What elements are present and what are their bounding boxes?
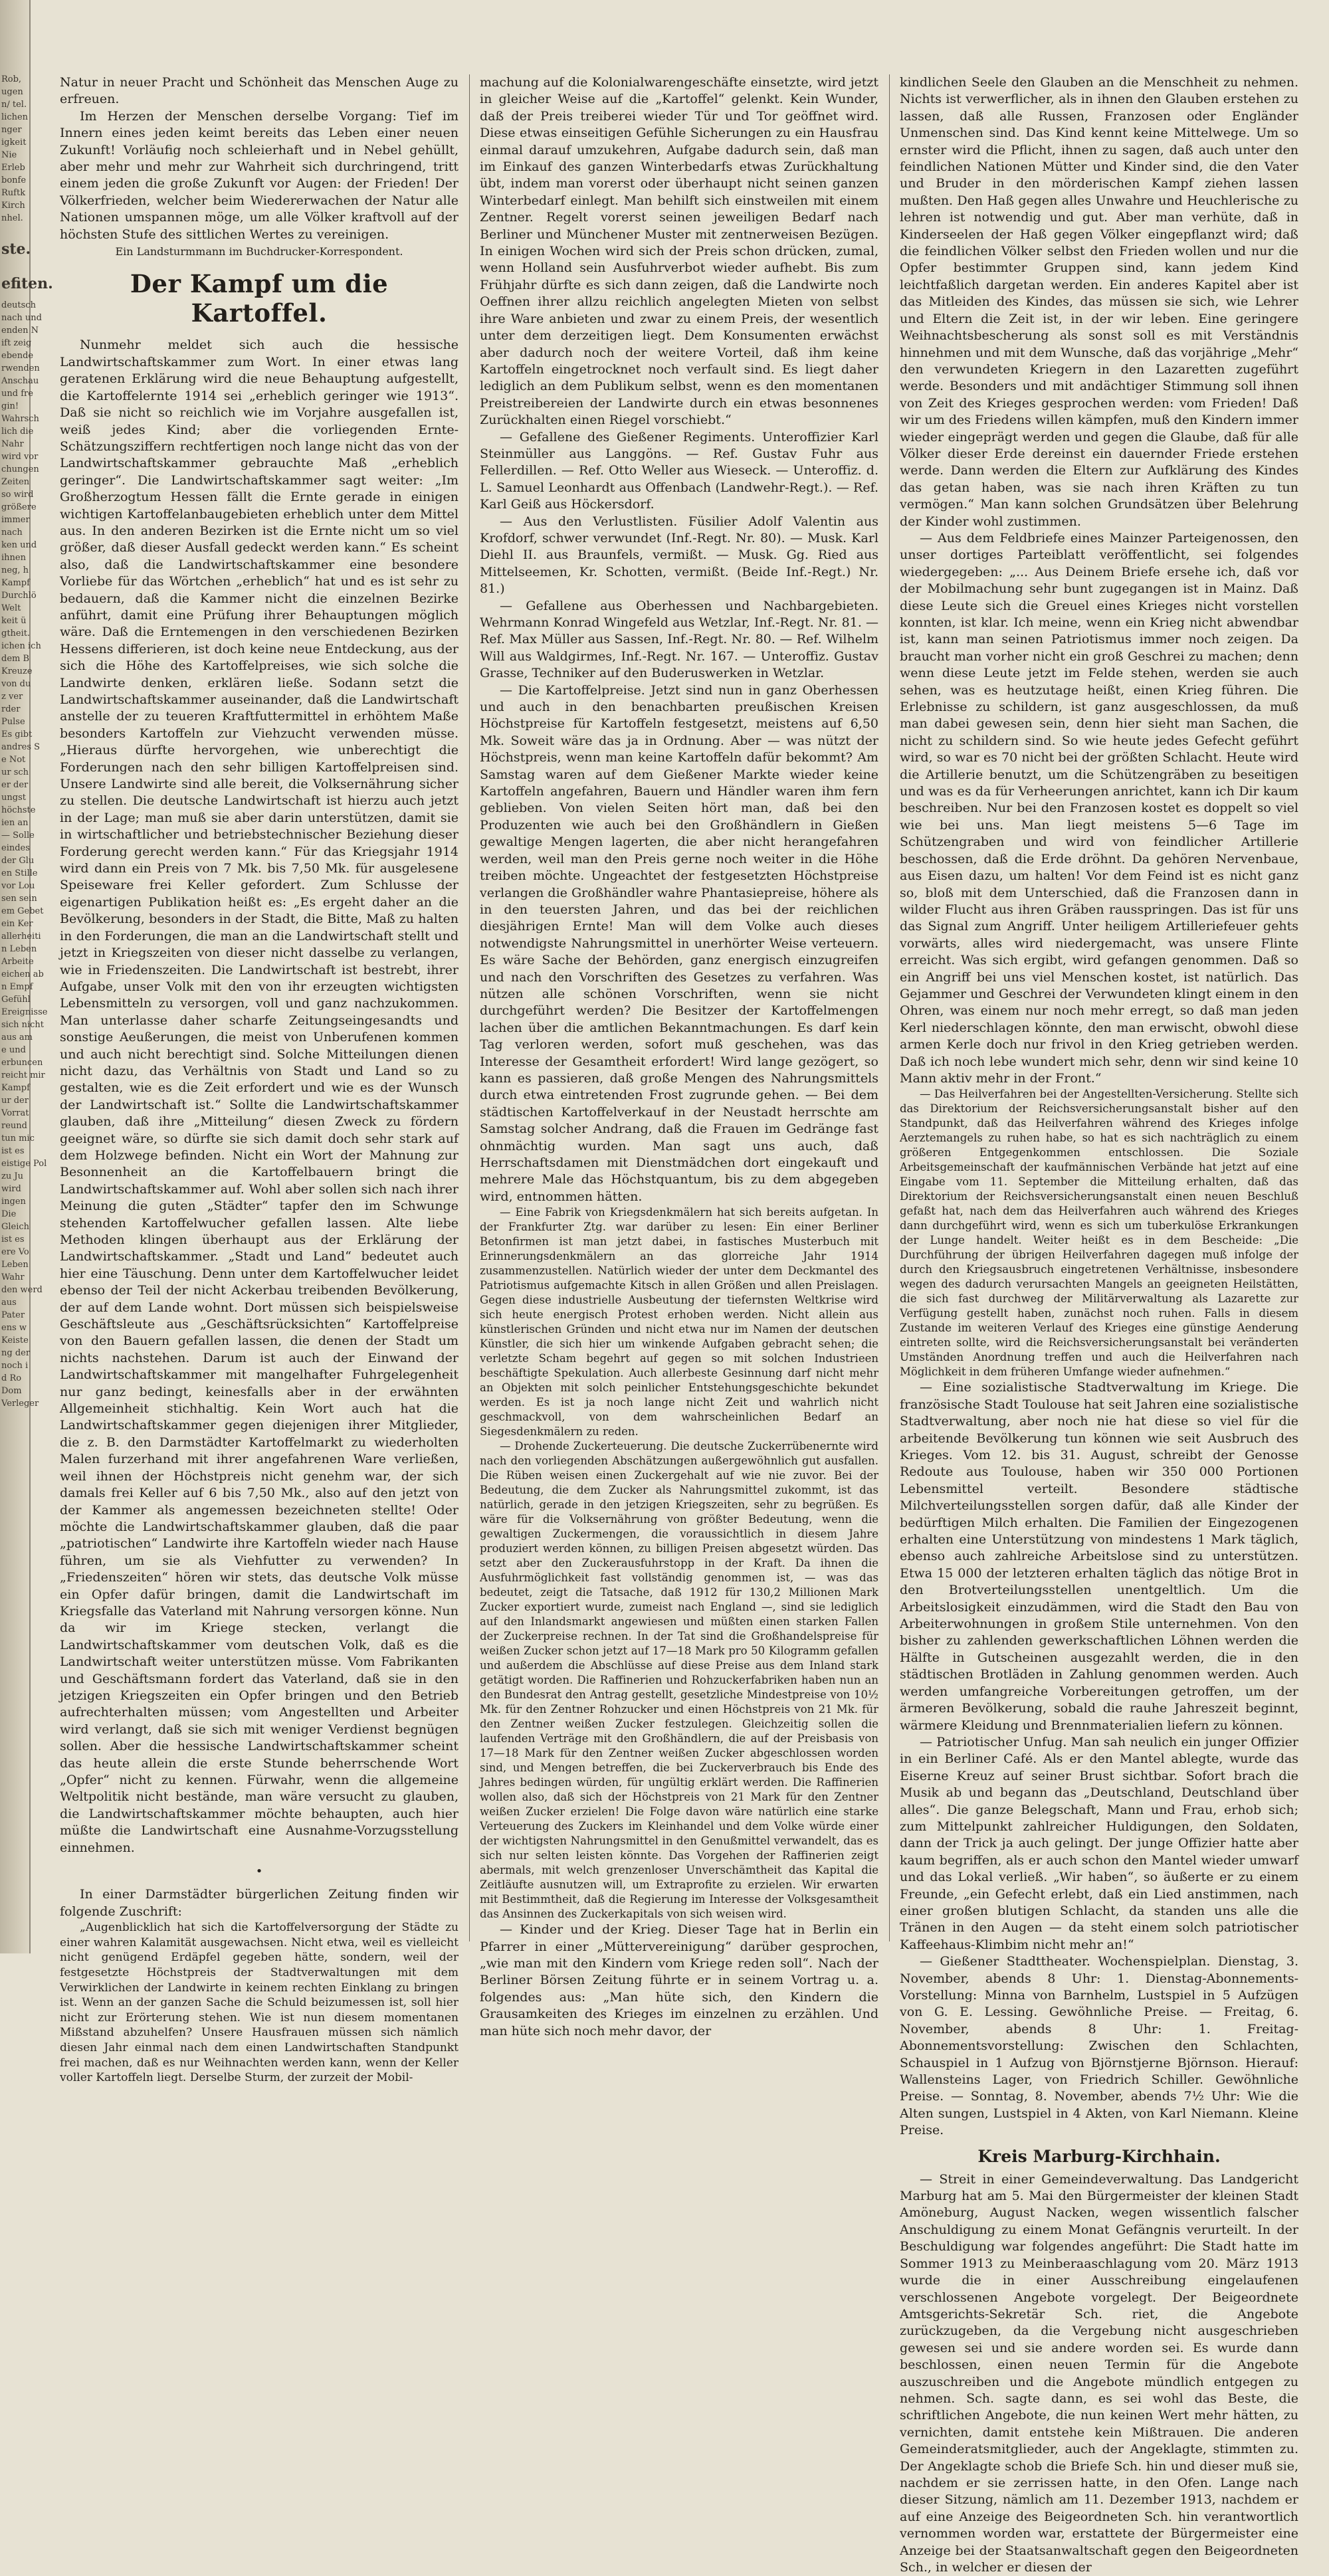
margin-fragment: sen sein <box>1 894 37 904</box>
margin-fragment: eichen ab <box>1 969 44 979</box>
margin-fragment: den werd <box>1 1285 43 1295</box>
adjacent-page-margin <box>0 0 53 1953</box>
margin-fragment: d Ro <box>1 1373 22 1383</box>
margin-fragment: Anschau <box>1 376 39 386</box>
margin-fragment: Rob, <box>1 74 22 84</box>
margin-fragment: Pulse <box>1 717 25 727</box>
margin-fragment: nger <box>1 125 22 135</box>
news-item-gefallene-oberhessen: — Gefallene aus Oberhessen und Nachbargebieten. Wehrmann Konrad Wingefeld aus Wetzlar, Inf.-Regt. Nr. 81. — Ref. Max Müller aus Sassen, Inf.-Regt. Nr. 80. — Ref. Wilhelm Will aus Waldgirmes, Inf.-Regt. Nr. 167. — Unteroffiz. Gustav Grasse, Techniker auf den Buderuswerken in Wetzlar. <box>480 598 878 681</box>
margin-fragment: chungen <box>1 464 39 474</box>
margin-fragment: ungst <box>1 793 26 803</box>
margin-fragment: von du <box>1 679 31 689</box>
margin-fragment: nhel. <box>1 213 23 223</box>
margin-fragment: und fre <box>1 389 33 399</box>
news-item-feldbrief: — Aus dem Feldbriefe eines Mainzer Parteigenossen, den unser dortiges Parteiblatt veröffentlicht, sei folgendes wiedergegeben: „... Aus Deinem Briefe ersehe ich, daß vor der Mobilmachung sehr bunt zugegangen ist in Mainz. Daß diese Leute sich die Greuel eines Krieges nicht vorstellen konnten, ist klar. Ich meine, wenn ein Krieg nicht abwendbar ist, kann man seinen Patriotismus immer noch zeigen. Da braucht man vorher nicht ein groß Geschrei zu machen; denn wenn diese Leute jetzt im Felde stehen, werden sie auch sehen, was es heutzutage heißt, einen Krieg führen. Die Erlebnisse zu schildern, ist ganz ausgeschlossen, da muß man dabei gewesen sein, denn hier sieht man Sachen, die nicht zu schildern sind. So wie heute jedes Gefecht geführt wird, so war es 70 nicht bei der größten Schlacht. Heute wird die Artillerie benutzt, um die Schützengräben zu beseitigen und was es da für Verheerungen anrichtet, kann ich Dir kaum beschreiben. Nur bei den Franzosen kostet es doppelt so viel wie bei uns. Man liegt meistens 5—6 Tage im Schützengraben und wird von feindlicher Artillerie beschossen, daß die Erde dröhnt. Da gehören Nervenbaue, aus Eisen dazu, um halten! Vor dem Feind ist es nicht ganz so, bloß mit dem Unterschied, daß die Franzosen dann in wilder Flucht aus ihren Gräben rausspringen. Das ist für uns das Signal zum Angriff. Unter heiligem Artilleriefeuer gehts vorwärts, alles wird niedergemacht, was unsere Flinte erreicht. Was sich ergibt, wird gefangen genommen. Daß so ein Angriff bei uns viel Menschen kostet, ist natürlich. Das Gejammer und Geschrei der Verwundeten klingt einem in den Ohren, was einem nur noch mehr erregt, so daß man jeden Kerl niederschlagen könnte, den man erwischt, obwohl diese armen Kerle doch nur frivol in den Krieg getrieben werden. Daß ich noch lebe wundert mich sehr, denn wir sind keine 10 Mann aktiv mehr in der Front.“ <box>900 530 1298 1086</box>
margin-fragment: ihnen <box>1 553 26 563</box>
quoted-letter: „Augenblicklich hat sich die Kartoffelversorgung der Städte zu einer wahren Kalamität ausgewachsen. Nicht etwa, weil es vielleicht nicht genügend Erdäpfel gegeben hätte, sondern, weil der festgesetzte Höchstpreis der Stadtverwaltungen mit dem Verwirklichen der Landwirte in keinem rechten Einklang zu bringen ist. Wenn an der ganzen Sache die Schuld beizumessen ist, soll hier nicht zur Erörterung stehen. Wie ist nun diesem momentanen Mißstand abzuhelfen? Unsere Hausfrauen müssen sich nämlich diesen Jahr einmal nach dem einen Landwirtschaften Standpunkt frei machen, daß es nur Weihnachten werden kann, wenn der Keller voller Kartoffeln liegt. Derselbe Sturm, der zurzeit der Mobil- <box>60 1921 459 2085</box>
news-item-gemeindeverwaltung: — Streit in einer Gemeindeverwaltung. Das Landgericht Marburg hat am 5. Mai den Bürgermeister der kleinen Stadt Amöneburg, August Nacken, wegen wissentlich falscher Anschuldigung zu einem Monat Gefängnis verurteilt. In der Beschuldigung war folgendes angeführt: Die Stadt hatte im Sommer 1913 zu Meinberaaschlagung vom 20. März 1913 wurde die in einer Ausschreibung eingelaufenen verschlossenen Angebote vorgelegt. Der Beigeordnete Amtsgerichts-Sekretär Sch. riet, die Angebote zurückzugeben, da die Vergebung nicht ausgeschrieben gewesen sei und sie andere worden sei. Es wurde dann beschlossen, einen neuen Termin für die Angebote auszuschreiben und die Angebote mündlich entgegen zu nehmen. Sch. sagte dann, es sei wohl das Beste, die schriftlichen Angebote, die nun keinen Wert mehr hätten, zu vernichten, damit entstehe kein Mißtrauen. Die anderen Gemeinderatsmitglieder, auch der Angeklagte, stimmten zu. Der Angeklagte schob die Briefe Sch. hin und dieser muß sie, nachdem er sie zerrissen hatte, in den Ofen. Lange nach dieser Sitzung, nämlich am 11. Dezember 1913, nachdem er auf eine Anzeige des Beigeordneten Sch. hin verantwortlich vernommen worden war, erstattete der Bürgermeister eine Anzeige bei der Staatsanwaltschaft gegen den Beigeordneten Sch., in welcher er diesen der <box>900 2171 1298 2575</box>
margin-fragment: erbuncen <box>1 1058 43 1068</box>
margin-fragment: wird <box>1 1184 21 1194</box>
margin-fragment: andres S <box>1 742 41 752</box>
margin-fragment: Pater <box>1 1310 25 1320</box>
margin-fragment: reicht mir <box>1 1070 45 1080</box>
margin-fragment: z ver <box>1 692 23 702</box>
adjacent-page-text <box>1 73 53 1410</box>
margin-fragment: so wird <box>1 490 34 500</box>
margin-fragment: Welt <box>1 603 21 613</box>
margin-fragment: Erleb <box>1 163 25 173</box>
margin-fragment: Die <box>1 1209 17 1219</box>
margin-fragment: Kampf <box>1 1083 30 1093</box>
margin-fragment: ebende <box>1 351 34 361</box>
margin-fragment: ien an <box>1 818 29 828</box>
margin-fragment: n/ tel. <box>1 100 27 110</box>
column-1 <box>60 74 459 2085</box>
margin-fragment: e Not <box>1 755 26 765</box>
margin-fragment: Gefühl <box>1 995 31 1005</box>
margin-fragment: nach und <box>1 313 42 323</box>
column-3 <box>900 74 1298 2575</box>
margin-fragment: ur sch <box>1 767 29 777</box>
margin-fragment: zu Ju <box>1 1171 23 1181</box>
margin-fragment: Vorrat <box>1 1108 29 1118</box>
margin-fragment: ift zeig <box>1 338 32 348</box>
margin-fragment: wird vor <box>1 452 39 462</box>
article-paragraph: Natur in neuer Pracht und Schönheit das Menschen Auge zu erfreuen. <box>60 75 459 107</box>
margin-fragment: tun mic <box>1 1134 35 1143</box>
margin-fragment: aus <box>1 1298 17 1308</box>
column-rule <box>889 74 890 1941</box>
margin-fragment: neg, h <box>1 565 29 575</box>
margin-fragment: reund <box>1 1121 27 1131</box>
margin-fragment: ste. <box>1 241 31 258</box>
margin-fragment: Nahr <box>1 439 24 449</box>
margin-fragment: bonfe <box>1 175 27 185</box>
article-paragraph: In einer Darmstädter bürgerlichen Zeitung finden wir folgende Zuschrift: <box>60 1887 459 1919</box>
news-item-kinder-krieg: — Kinder und der Krieg. Dieser Tage hat in Berlin ein Pfarrer in einer „Müttervereinigung“ darüber gesprochen, „wie man mit den Kindern vom Kriege reden soll“. Nach der Berliner Börsen Zeitung führte er in seinem Vortrag u. a. folgendes aus: „Man hüte sich, den Kindern die Grausamkeiten des Krieges im einzelnen zu erzählen. Und man hüte sich noch mehr davor, der <box>480 1922 878 2038</box>
margin-fragment: Kirch <box>1 201 25 211</box>
margin-fragment: vor Lou <box>1 881 35 891</box>
margin-fragment: ur der <box>1 1096 29 1106</box>
margin-fragment: ichen ich <box>1 641 41 651</box>
margin-fragment: der Glu <box>1 856 35 866</box>
margin-fragment: aus am <box>1 1033 33 1042</box>
news-item-kartoffelpreise: — Die Kartoffelpreise. Jetzt sind nun in ganz Oberhessen und auch in den benachbarten preußischen Kreisen Höchstpreise für Kartoffeln festgesetzt, meistens auf 6,50 Mk. Soweit wäre das ja in Ordnung. Aber — was nützt der Höchstpreis, wenn man keine Kartoffeln dafür bekommt? Am Samstag waren auf dem Gießener Markte wieder keine Kartoffeln angefahren, Bauern und Händler waren ihm fern geblieben. Von vielen Seiten hört man, daß bei den Produzenten wie auch bei den Großhändlern in Gießen gewaltige Mengen lagerten, die aber nicht herangefahren werden, weil man den Preis gerne noch weiter in die Höhe treiben möchte. Ungeachtet der festgesetzten Höchstpreise verlangen die Großhändler wahre Phantasiepreise, höhere als in den teuersten Jahren, und das bei der reichlichen diesjährigen Ernte! Man will dem Volke auch dieses notwendigste Nahrungsmittel in unerhörter Weise verteuern. Es wäre Sache der Behörden, ganz energisch einzugreifen und nach den Vorschriften des Gesetzes zu verfahren. Was nützen alle schönen Vorschriften, wenn sie nicht durchgeführt werden? Die Besitzer der Kartoffelmengen lachen über die amtlichen Bekanntmachungen. Es darf kein Tag verloren werden, sofort muß geschehen, was das Interesse der Gesamtheit erfordert! Wird lange gezögert, so kann es passieren, daß große Mengen des Nahrungsmittels durch etwa eintretenden Frost zugrunde gehen. — Bei dem städtischen Kartoffelverkauf in der Neustadt herrschte am Samstag solcher Andrang, daß die Frauen im Gedränge fast ohnmächtig wurden. Man sagt uns auch, daß Herrschaftsdamen mit Dienstmädchen dort eingekauft und mehrere Male das Höchstquantum, bis zu dem abgegeben wird, entnommen hätten. <box>480 682 878 1204</box>
margin-fragment: sich nicht <box>1 1020 45 1030</box>
margin-fragment: ere Vo <box>1 1247 29 1257</box>
section-separator: • <box>255 1864 263 1879</box>
column-rule <box>469 74 470 1941</box>
margin-fragment: gtheit. <box>1 629 31 639</box>
margin-fragment: e und <box>1 1045 26 1055</box>
margin-fragment: Es gibt <box>1 730 33 740</box>
margin-fragment: Zeiten <box>1 477 30 487</box>
news-item-heilverfahren: — Das Heilverfahren bei der Angestellten-Versicherung. Stellte sich das Direktorium der Reichsversicherungsanstalt bisher auf den Standpunkt, daß das Heilverfahren während des Krieges infolge Aerztemangels zu ruhen habe, so hat es sich nachträglich zu einem größeren Entgegenkommen entschlossen. Die Soziale Arbeitsgemeinschaft der kaufmännischen Verbände hat jetzt auf eine Eingabe vom 11. September die Mitteilung erhalten, daß das Direktorium der Reichsversicherungsanstalt einen neuen Beschluß gefaßt hat, nach dem das Heilverfahren auch während des Krieges dann durchgeführt wird, wenn es sich um tuberkulöse Erkrankungen der Lunge handelt. Weiter heißt es in dem Bescheide: „Die Durchführung der übrigen Heilverfahren dagegen muß infolge der durch den Kriegsausbruch eingetretenen Verhältnisse, insbesondere wegen des dadurch verursachten Mangels an geeigneten Heilstätten, die sich fast durchweg der Militärverwaltung als Lazarette zur Verfügung gestellt haben, zunächst noch ruhen. Falls in diesem Zustande im weiteren Verlauf des Krieges eine günstige Aenderung eintreten sollte, wird die Reichsversicherungsanstalt bei veränderten Umständen Anordnung treffen und auch die Heilverfahren nach Möglichkeit in dem früheren Umfange wieder aufnehmen.“ <box>900 1088 1298 1379</box>
margin-fragment: nach <box>1 528 23 538</box>
margin-fragment: ist es <box>1 1235 25 1244</box>
column-2 <box>480 74 878 2038</box>
margin-fragment: ng der <box>1 1348 31 1358</box>
margin-fragment: Dom <box>1 1386 22 1396</box>
newspaper-page <box>41 74 1317 2575</box>
margin-fragment: Wahrsch <box>1 414 39 424</box>
byline: Ein Landsturmmann im Buchdrucker-Korrespondent. <box>115 245 403 258</box>
margin-fragment: Kreuze <box>1 666 33 676</box>
margin-fragment: Arbeite <box>1 957 34 967</box>
news-item-gefallene-giessen: — Gefallene des Gießener Regiments. Unteroffizier Karl Steinmüller aus Langgöns. — Ref. Gustav Fuhr aus Fellerdillen. — Ref. Otto Weller aus Wieseck. — Unteroffiz. d. L. Samuel Leonhardt aus Offenbach (Landwehr-Regt.). — Ref. Karl Geiß aus Höckersdorf. <box>480 429 878 512</box>
article-paragraph: Nunmehr meldet sich auch die hessische Landwirtschaftskammer zum Wort. In einer etwas lang geratenen Erklärung wird die neue Behauptung aufgestellt, die Kartoffelernte 1914 sei „erheblich geringer wie 1913“. Daß sie nicht so reichlich wie im Vorjahre ausgefallen ist, weiß jedes Kind; aber die vorliegenden Ernte-Schätzungsziffern rechtfertigen noch lange nicht das von der Landwirtschaftskammer gebrauchte Maß „erheblich geringer“. Die Landwirtschaftskammer sagt weiter: „Im Großherzogtum Hessen fällt die Ernte gerade in einigen wichtigen Kartoffelanbaugebieten erheblich unter dem Mittel aus. In den anderen Bezirken ist die Ernte nicht um so viel größer, daß dieser Ausfall gedeckt werden kann.“ Es scheint also, daß die Landwirtschaftskammer eine besondere Vorliebe für das Wörtchen „erheblich“ hat und es ist sehr zu bedauern, daß die Kammer nicht die einzelnen Bezirke anführt, damit eine Prüfung ihrer Behauptungen möglich wäre. Daß die Erntemengen in den verschiedenen Bezirken Hessens differieren, ist doch keine neue Entdeckung, aus der sich die Höhe des Kartoffelpreises, wie sich solche die Landwirte denken, erklären ließe. Sodann setzt die Landwirtschaftskammer auseinander, daß die Landwirtschaft anstelle der zu teueren Kraftfuttermittel in erhöhtem Maße besonders Kartoffeln zur Viehzucht verwenden müsse. „Hieraus dürfte hervorgehen, wie unberechtigt die Forderungen nach den sehr billigen Kartoffelpreisen sind. Unsere Landwirte sind alle bereit, die Volksernährung sicher zu stellen. Die deutsche Landwirtschaft ist hierzu auch jetzt in der Lage; man muß sie aber darin unterstützen, damit sie in wirtschaftlicher und betriebstechnischer Beziehung dieser Forderung gerecht werden kann.“ Für das Kriegsjahr 1914 wird dann ein Preis von 7 Mk. bis 7,50 Mk. für ausgelesene Speiseware frei Keller gefordert. Zum Schlusse der eigenartigen Publikation heißt es: „Es ergeht daher an die Bevölkerung, besonders in der Stadt, die Bitte, Maß zu halten in den Forderungen, die man an die Landwirtschaft stellt und jetzt in Kriegszeiten von dieser nicht dasselbe zu verlangen, wie in Friedenszeiten. Die Landwirtschaft ist bestrebt, ihrer Aufgabe, unser Volk mit den von ihr erzeugten wichtigsten Lebensmitteln zu versorgen, voll und ganz nachzukommen. Man unterlasse daher scharfe Zeitungseingesandts und sonstige Aeußerungen, die meist von Unberufenen kommen und auch nicht berechtigt sind. Solche Mitteilungen dienen nicht dazu, das Verhältnis von Stadt und Land so zu gestalten, wie es die Zeit erfordert und wie es der Wunsch der Landwirtschaft ist.“ Sollte die Landwirtschaftskammer glauben, daß ihre „Mitteilung“ diesen Zweck zu fördern geeignet wäre, so dürfte sie sich damit doch sehr stark auf dem Holzwege befinden. Nicht ein Wort der Mahnung zur Besonnenheit an die Kartoffelbauern bringt die Landwirtschaftskammer auf. Wohl aber sollen sich nach ihrer Meinung die guten „Städter“ tapfer den im Schwunge stehenden Kartoffelwucher gefallen lassen. Alte liebe Methoden klingen überhaupt aus der Erklärung der Landwirtschaftskammer. „Stadt und Land“ bedeutet auch hier eine Täuschung. Denn unter dem Kartoffelwucher leidet ebenso der Teil der nicht Ackerbau treibenden Bevölkerung, der auf dem Lande wohnt. Dort müssen sich beispielsweise Geschäftsleute aus „Geschäftsrücksichten“ Kartoffelpreise von den Bauern gefallen lassen, die denen der Stadt um nichts nachstehen. Darum ist auch der Einwand der Landwirtschaftskammer mit mangelhafter Fuhrgelegenheit nur ganz bedingt, keinesfalls aber in der erwähnten Allgemeinheit stichhaltig. Kein Wort auch hat die Landwirtschaftskammer gegen diejenigen ihrer Mitglieder, die z. B. den Darmstädter Kartoffelmarkt zu wiederholten Malen furzerhand mit ihrer angefahrenen Ware verließen, weil ihnen der Höchstpreis nicht genehm war, der sich damals frei Keller auf 6 bis 7,50 Mk., also auf den jetzt von der Kammer als angemessen bezeichneten stellte! Oder möchte die Landwirtschaftskammer glauben, daß die paar „patriotischen“ Landwirte ihre Kartoffeln wieder nach Hause führen, um sie als Viehfutter zu verwenden? In „Friedenszeiten“ hören wir stets, das deutsche Volk müsse ein Opfer dafür bringen, damit die Landwirtschaft im Kriegsfalle das Vaterland mit Nahrung versorgen könne. Nun da wir im Kriege stecken, verlangt die Landwirtschaftskammer vom deutschen Volk, daß es die Landwirtschaft weiter unterstützen müsse. Vom Fabrikanten und Geschäftsmann fordert das Vaterland, daß sie in den jetzigen Kriegszeiten ein Opfer bringen und den Betrieb aufrechterhalten müssen; vom Angestellten und Arbeiter wird verlangt, daß sie sich mit weniger Verdienst begnügen sollen. Aber die hessische Landwirtschaftskammer scheint das heute allein die erste Stunde beherrschende Wort „Opfer“ nicht zu kennen. Fürwahr, wenn die allgemeine Weltpolitik nicht bestände, man wäre versucht zu glauben, die Landwirtschaftskammer möchte behaupten, auch hier müßte die Landwirtschaft eine Ausnahme-Vorzugsstellung einnehmen. <box>60 338 459 1855</box>
margin-fragment: ken und <box>1 540 37 550</box>
margin-fragment: Nie <box>1 150 17 160</box>
margin-fragment: gin! <box>1 401 19 411</box>
headline-kreis-marburg: Kreis Marburg-Kirchhain. <box>977 2146 1221 2166</box>
margin-fragment: ist es <box>1 1146 25 1156</box>
margin-fragment: keit ü <box>1 616 27 626</box>
margin-fragment: lichen <box>1 112 29 122</box>
article-paragraph: Im Herzen der Menschen derselbe Vorgang: Tief im Innern eines jeden keimt bereits das Leben einer neuen Zukunft! Vorläufig noch schleierhaft und in Nebel gehüllt, aber mehr und mehr zur Wahrheit sich durchringend, tritt einem jeden die große Zukunft vor Augen: der Frieden! Der Völkerfrieden, welcher beim Wiedererwachen der Natur alle Nationen umspannen möge, um alle Völker kraftvoll auf der höchsten Stufe des sittlichen Wertes zu vereinigen. <box>60 108 459 242</box>
margin-fragment: — Solle <box>1 831 35 841</box>
margin-fragment: rwenden <box>1 363 40 373</box>
margin-fragment: rder <box>1 704 21 714</box>
news-item-patriotischer-unfug: — Patriotischer Unfug. Man sah neulich ein junger Offizier in ein Berliner Café. Als er den Mantel ablegte, wurde das Eiserne Kreuz auf seiner Brust sichtbar. Sofort brach die Musik ab und begann das „Deutschland, Deutschland über alles“. Die ganze Belegschaft, Mann und Frau, erhob sich; zum Mittelpunkt zahlreicher Huldigungen, den Soldaten, dann der Trick ja auch gelingt. Der junge Offizier hatte aber kaum begriffen, als er auch schon den Mantel wieder umwarf und das Lokal verließ. „Wir haben“, so äußerte er zu einem Freunde, „ein Gefecht erlebt, daß ein Lied anstimmen, nach einer großen blutigen Schlacht, da standen uns alle die Tränen in den Augen — da steht einem solch patriotischer Kaffeehaus-Klimbim nicht mehr an!“ <box>900 1734 1298 1952</box>
margin-fragment: eistige Pol <box>1 1159 47 1169</box>
news-item-stadttheater: — Gießener Stadttheater. Wochenspielplan. Dienstag, 3. November, abends 8 Uhr: 1. Dienstag-Abonnements-Vorstellung: Minna von Barnhelm, Lustspiel in 5 Aufzügen von G. E. Lessing. Gewöhnliche Preise. — Freitag, 6. November, abends 8 Uhr: 1. Freitag-Abonnementsvorstellung: Zwischen den Schlachten, Schauspiel in 1 Aufzug von Björnstjerne Björnson. Hierauf: Wallensteins Lager, von Friedrich Schiller. Gewöhnliche Preise. — Sonntag, 8. November, abends 7½ Uhr: Wie die Alten sungen, Lustspiel in 4 Akten, von Karl Niemann. Kleine Preise. <box>900 1954 1298 2138</box>
margin-fragment: Leben <box>1 1260 29 1270</box>
margin-fragment: deutsch <box>1 300 36 310</box>
news-item-toulouse: — Eine sozialistische Stadtverwaltung im Kriege. Die französische Stadt Toulouse hat seit Jahren eine sozialistische Stadtverwaltung, aber noch nie hat diese so viel für die arbeitende Bevölkerung tun können wie seit Ausbruch des Krieges. Vom 12. bis 31. August, schreibt der Genosse Redoute aus Toulouse, haben wir 350 000 Portionen Lebensmittel verteilt. Besondere städtische Milchverteilungsstellen sorgen dafür, daß alle Kinder der bedürftigen Milch erhalten. Die Familien der Eingezogenen erhalten eine Unterstützung von mindestens 1 Mark täglich, ebenso auch zahlreiche Arbeitslose sind zu unterstützen. Etwa 15 000 der letzteren erhalten täglich das nötige Brot in den Brotverteilungsstellen unentgeltlich. Um die Arbeitslosigkeit einzudämmen, wird die Stadt den Bau von Arbeiterwohnungen in großem Stile unternehmen. Von den bisher zu zahlenden gewerkschaftlichen Löhnen werden die Hälfte in Gutscheinen ausgezahlt werden, die in den städtischen Brotläden in Zahlung genommen werden. Auch werden umfangreiche Vorbereitungen getroffen, um der ärmeren Bevölkerung, sobald die rauhe Jahreszeit beginnt, wärmere Kleidung und Brennmaterialien liefern zu können. <box>900 1380 1298 1733</box>
margin-fragment: Verleger <box>1 1399 39 1409</box>
margin-fragment: efiten. <box>1 275 53 292</box>
margin-fragment: immer <box>1 515 30 525</box>
news-item-verlustlisten: — Aus den Verlustlisten. Füsilier Adolf Valentin aus Krofdorf, schwer verwundet (Inf.-Regt. Nr. 80). — Musk. Karl Diehl II. aus Braunfels, vermißt. — Musk. Gg. Ried aus Mittelseemen, Kr. Schotten, vermißt. (Beide Inf.-Regt.) Nr. 81.) <box>480 514 878 597</box>
margin-fragment: Ruftk <box>1 188 26 198</box>
margin-fragment: em Gebet <box>1 906 44 916</box>
margin-fragment: Wahr <box>1 1272 25 1282</box>
margin-fragment: Kampf <box>1 578 30 588</box>
margin-fragment: eindes <box>1 843 30 853</box>
article-paragraph: kindlichen Seele den Glauben an die Menschheit zu nehmen. Nichts ist verwerflicher, als in ihnen den Glauben erstehen zu lassen, daß alle Russen, Franzosen oder Engländer Unmenschen sind. Das Kind kennt keine Mittelwege. Um so ernster wird die Pflicht, ihnen zu sagen, daß auch unter den feindlichen Nationen Mütter und Kinder sind, die den Vater und Bruder in den mörderischen Kampf ziehen lassen mußten. Den Haß gegen alles Unwahre und Heuchlerische zu lehren ist notwendig und gut. Aber man verhüte, daß in Kinderseelen der Haß gegen Völker eingepflanzt wird; daß die feindlichen Völker selbst den Frieden wollen und nur die Opfer bestimmter Gruppen sind, kann jedem Kind leichtfaßlich dargetan werden. Ein anderes Kapitel aber ist das Mitleiden des Kindes, das müssen sie sich, wie Lehrer und Eltern die Zeit ist, in der wir leben. Eine geringere Weihnachtsbescherung als sonst soll es mit Verständnis hinnehmen und mit dem Wunsche, daß das vorjährige „Mehr“ den verwundeten Kriegern in den Lazaretten zugeführt werde. Besonders und mit andächtiger Stimmung soll ihnen von Zeit des Krieges gesprochen werden: vom Frieden! Daß wir um des Friedens willen kämpfen, muß den Kindern immer wieder eingeprägt werden und gegen die Glaube, daß für alle Völker dieser Erde dereinst ein dauernder Friede erstehen werde. Dann werden die Eltern zur Aufklärung des Kindes das getan haben, was sie nach ihren Kräften zu tun vermögen.“ Man kann solchen Grundsätzen über Belehrung der Kinder wohl zustimmen. <box>900 75 1298 529</box>
margin-fragment: allerheiti <box>1 932 41 941</box>
margin-fragment: Ereignisse <box>1 1007 48 1017</box>
margin-fragment: igkeit <box>1 138 27 148</box>
margin-fragment: höchste <box>1 805 36 815</box>
margin-fragment: noch i <box>1 1361 29 1371</box>
margin-fragment: größere <box>1 502 37 512</box>
margin-fragment: n Empf <box>1 982 33 992</box>
article-paragraph: machung auf die Kolonialwarengeschäfte einsetzte, wird jetzt in gleicher Weise auf die „Kartoffel“ gelenkt. Kein Wunder, daß der Preis treiberei wieder Tür und Tor geöffnet wird. Diese etwas einseitigen Gefühle Sicherungen zu ein Hausfrau einmal darauf umzukehren, Aufgabe dadurch sein, daß man im Einkauf des ganzen Winterbedarfs etwas Zurückhaltung übt, indem man vorerst oder überhaupt nicht seinen ganzen Winterbedarf einlegt. Man behilft sich einstweilen mit einem Zentner. Regelt vorerst seinen jeweiligen Bedarf nach Berliner und Münchener Muster mit zentnerweisen Bezügen. In einigen Wochen wird sich der Preis schon drücken, zumal, wenn Holland sein Ausfuhrverbot wieder aufhebt. Bis zum Frühjahr dürfte es sich dann zeigen, daß die Landwirte noch Oeffnen ihrer allzu reichlich angelegten Mieten von selbst ihre Ware anbieten und zwar zu einem Preis, der wesentlich unter dem derzeitigen liegt. Dem Konsumenten erwächst aber dadurch noch der weitere Vorteil, daß ihm keine Kartoffeln eingetrocknet noch verfault sind. Es liegt daher lediglich an dem Publikum selbst, wenn es den momentanen Preistreibereien der Landwirte durch ein etwas besonnenes Zurückhalten einen Riegel vorschiebt.“ <box>480 75 878 428</box>
margin-fragment: ein Ker <box>1 919 33 929</box>
margin-fragment: enden N <box>1 326 39 336</box>
headline-kartoffel: Der Kampf um die Kartoffel. <box>130 269 389 328</box>
margin-fragment: ens w <box>1 1323 27 1333</box>
margin-fragment: lich die <box>1 427 34 437</box>
margin-fragment: en Stille <box>1 868 38 878</box>
margin-fragment: er der <box>1 780 29 790</box>
margin-fragment: Keiste <box>1 1336 29 1345</box>
margin-fragment: dem B <box>1 654 30 664</box>
margin-fragment: n Leben <box>1 944 37 954</box>
margin-fragment: Gleich <box>1 1222 30 1232</box>
margin-fragment: Durchlö <box>1 591 37 601</box>
margin-fragment: ingen <box>1 1197 26 1207</box>
news-item-kriegsdenkmaeler: — Eine Fabrik von Kriegsdenkmälern hat sich bereits aufgetan. In der Frankfurter Ztg. war darüber zu lesen: Ein einer Berliner Betonfirmen ist man jetzt dabei, in fastisches Musterbuch mit Erinnerungsdenkmälern an das glorreiche Jahr 1914 zusammenzustellen. Natürlich wieder der unter dem Deckmantel des Patriotismus aufgemachte Kitsch in allen Größen und allen Preislagen. Gegen diese industrielle Ausbeutung der tiefernsten Weltkrise wird sich heute energisch Protest erhoben werden. Nicht allein aus künstlerischen Gründen und nicht etwa nur im Namen der deutschen Künstler, die sich hier um winkende Aufgaben gebracht sehen; die verletzte Scham begehrt auf gegen so mit solchen Industrieen beschäftigte Spekulation. Auch allerbeste Gesinnung darf nicht mehr an Objekten mit solch peinlicher Entstehungsgeschichte bekundet werden. Es ist ja noch lange nicht Zeit und wahrlich nicht geschmackvoll, von dem wahrscheinlichen Bedarf an Siegesdenkmälern zu reden. <box>480 1206 878 1438</box>
margin-fragment: ugen <box>1 87 23 97</box>
news-item-zuckerteuerung: — Drohende Zuckerteuerung. Die deutsche Zuckerrübenernte wird nach den vorliegenden Abschätzungen außergewöhnlich gut ausfallen. Die Rüben weisen einen Zuckergehalt auf wie nie zuvor. Bei der Bedeutung, die dem Zucker als Nahrungsmittel zukommt, ist das natürlich, gerade in den jetzigen Kriegszeiten, sehr zu begrüßen. Es wäre für die Volksernährung von größter Bedeutung, wenn die gewaltigen Zuckermengen, die voraussichtlich in diesem Jahre produziert werden können, zu billigen Preisen abgesetzt würden. Das setzt aber den Zuckerausfuhrstopp in der Kraft. Da ihnen die Ausfuhrmöglichkeit fast vollständig genommen ist, — was das bedeutet, zeigt die Tatsache, daß 1912 für 130,2 Millionen Mark Zucker exportiert wurde, zumeist nach England —, sind sie lediglich auf den Inlandsmarkt angewiesen und müßten einen starken Fallen der Zuckerpreise rechnen. In der Tat sind die Großhandelspreise für weißen Zucker schon jetzt auf 17—18 Mark pro 50 Kilogramm gefallen und außerdem die Abschlüsse auf diese Preise aus dem Inland stark getätigt worden. Die Raffinerien und Rohzuckerfabriken haben nun an den Bundesrat den Antrag gestellt, gesetzliche Mindestpreise von 10½ Mk. für den Zentner Rohzucker und einen Höchstpreis von 21 Mk. für den Zentner weißen Zucker festzulegen. Gleichzeitig sollen die laufenden Verträge mit den Großhändlern, die auf der Preisbasis von 17—18 Mark für den Zentner weißen Zucker abgeschlossen worden sind, und Mengen betreffen, die bei Zuckerverbrauch bis Ende des Jahres bedingen würden, für ungültig erklärt werden. Die Raffinerien wollen also, daß sich der Höchstpreis von 21 Mark für den Zentner weißen Zucker erzielen! Die Folge davon wäre natürlich eine starke Verteuerung des Zuckers im Kleinhandel und dem Volke würde einer der wichtigsten Nahrungsmittel in den Genußmittel verwandelt, das es sich nur selten leisten könnte. Das Vorgehen der Raffinerien zeigt abermals, mit welch grenzenloser Unverschämtheit das Kapital die Zeitläufte ausnutzen will, um Extraprofite zu erzielen. Wir erwarten mit Bestimmtheit, daß die Regierung im Interesse der Volksgesamtheit das Ansinnen des Zuckerkapitals von sich weisen wird. <box>480 1440 878 1921</box>
